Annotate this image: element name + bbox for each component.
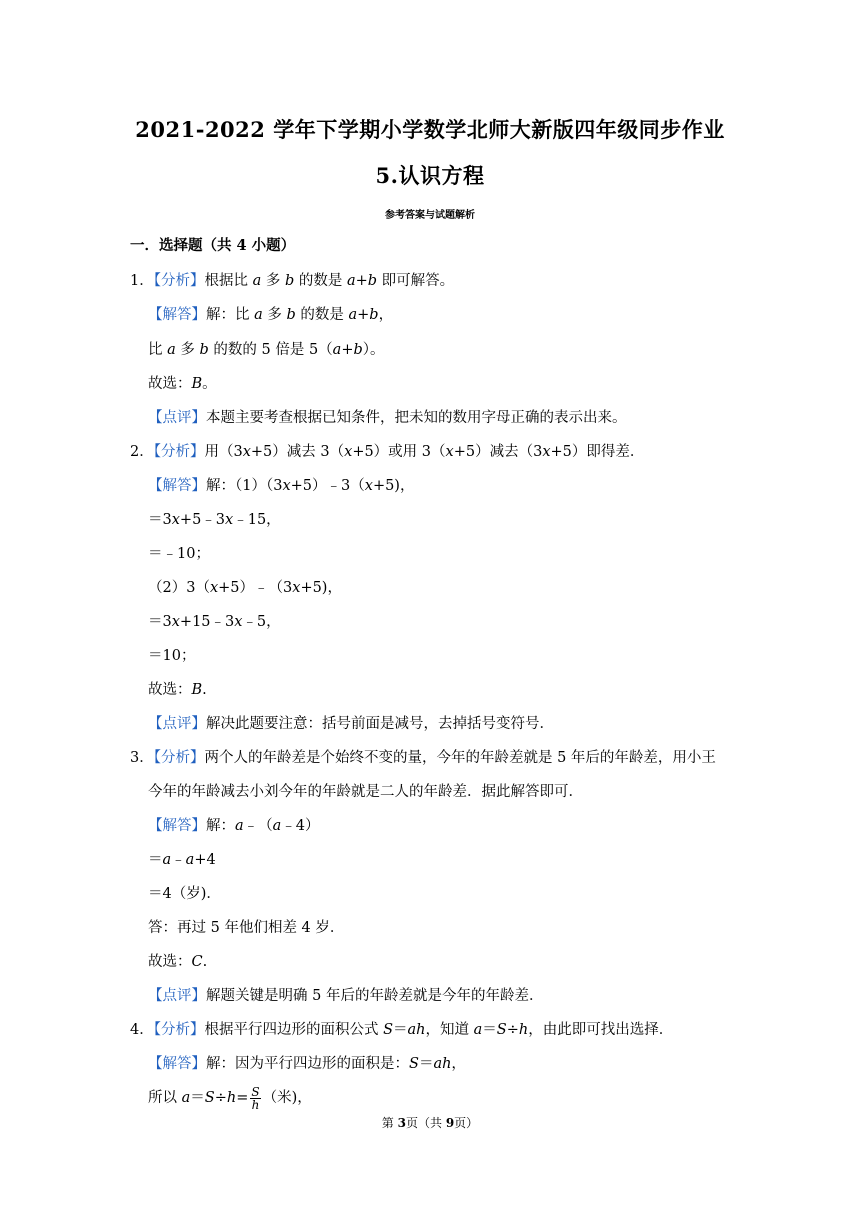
q1-choice: 故选：B。	[148, 376, 217, 392]
q2-analysis: 2．【分析】用（3x+5）减去 3（x+5）或用 3（x+5）减去（3x+5）即得差．	[130, 444, 645, 460]
q4-analysis: 4．【分析】根据平行四边形的面积公式 S＝ah，知道 a＝S÷h，由此即可找出选择．	[130, 1022, 674, 1038]
q2-step: ＝10；	[148, 648, 196, 664]
document-title: 2021-2022 学年下学期小学数学北师大新版四年级同步作业	[135, 117, 725, 142]
solution-tag: 【解答】	[148, 307, 206, 323]
solution-tag: 【解答】	[148, 478, 206, 494]
comment-tag: 【点评】	[148, 410, 206, 426]
q2-step: （2）3（x+5）﹣（3x+5)，	[148, 580, 342, 596]
q4-solution: 【解答】解：因为平行四边形的面积是：S＝ah，	[148, 1056, 466, 1072]
comment-tag: 【点评】	[148, 988, 206, 1004]
fraction: $\frac{S}{h}$	[251, 1084, 260, 1112]
section-heading: 一．选择题（共 4 小题）	[130, 237, 296, 254]
q3-solution: 【解答】解：a﹣（a﹣4）	[148, 818, 320, 834]
q2-comment: 【点评】解决此题要注意：括号前面是减号，去掉括号变符号．	[148, 716, 554, 732]
q3-answer: 答：再过 5 年他们相差 4 岁．	[148, 920, 345, 936]
analysis-tag: 【分析】	[153, 750, 205, 766]
q4-solution-line: 所以 a＝S÷h= $\frac{S}{h}$ （米)，	[148, 1084, 312, 1112]
q2-step: ＝﹣10；	[148, 546, 210, 562]
q1-analysis: 1．【分析】根据比 a 多 b 的数是 a+b 即可解答。	[130, 273, 455, 289]
q3-analysis: 3．【分析】两个人的年龄差是个始终不变的量，今年的年龄差就是 5 年后的年龄差，用小王	[130, 750, 716, 766]
q1-solution: 【解答】解：比 a 多 b 的数是 a+b，	[148, 307, 394, 323]
q2-solution: 【解答】解：（1）（3x+5）﹣3（x+5)，	[148, 478, 415, 494]
q2-step: ＝3x+5﹣3x﹣15，	[148, 512, 281, 528]
q3-choice: 故选：C.	[148, 954, 208, 970]
comment-tag: 【点评】	[148, 716, 206, 732]
q2-choice: 故选：B.	[148, 682, 207, 698]
analysis-tag: 【分析】	[153, 273, 205, 289]
solution-tag: 【解答】	[148, 818, 206, 834]
analysis-tag: 【分析】	[153, 444, 205, 460]
q3-step: ＝a﹣a+4	[148, 852, 216, 868]
q1-comment: 【点评】本题主要考查根据已知条件，把未知的数用字母正确的表示出来。	[148, 410, 627, 426]
page-footer: 第 3页（共 9页）	[381, 1116, 479, 1130]
q1-solution-line: 比 a 多 b 的数的 5 倍是 5（a+b）。	[148, 342, 385, 358]
document-chapter-title: 5.认识方程	[375, 163, 485, 188]
q3-step: ＝4（岁)．	[148, 886, 221, 902]
solution-tag: 【解答】	[148, 1056, 206, 1072]
q3-comment: 【点评】解题关键是明确 5 年后的年龄差就是今年的年龄差．	[148, 988, 544, 1004]
document-subtitle: 参考答案与试题解析	[385, 210, 475, 221]
analysis-tag: 【分析】	[153, 1022, 205, 1038]
q3-analysis-cont: 今年的年龄减去小刘今年的年龄就是二人的年龄差．据此解答即可．	[148, 784, 583, 800]
q2-step: ＝3x+15﹣3x﹣5，	[148, 614, 281, 630]
